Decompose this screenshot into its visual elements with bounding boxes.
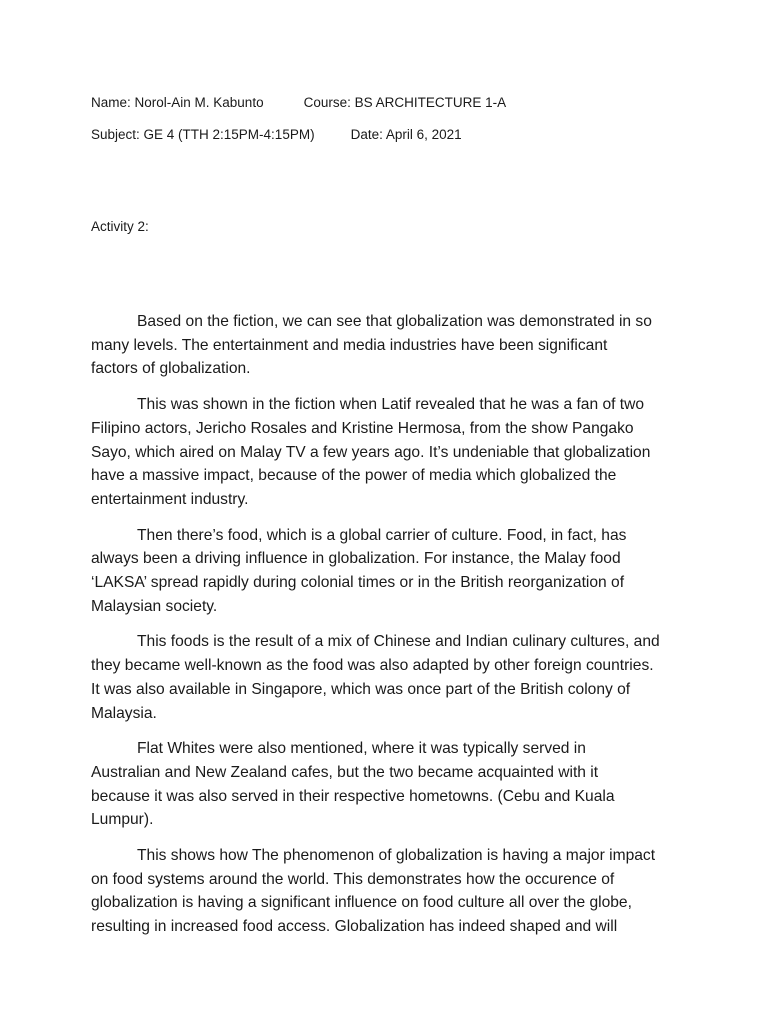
- course: Course: BS ARCHITECTURE 1-A: [303, 95, 507, 110]
- essay-body: [91, 310, 683, 951]
- paragraph: Flat Whites were also mentioned, where it was typically served in Australian and New Zealand cafes, but the two became acquainted with it because it was also served in their respective hometowns. (Cebu and Kuala Lumpur).: [91, 740, 615, 829]
- paragraph: This was shown in the fiction when Latif revealed that he was a fan of two Filipino actors, Jericho Rosales and Kristine Hermosa, from the show Pangako Sayo, which aired on Malay TV a few years ago. It’s undeniable that globalization have a massive impact, because of the power of media which globalized the entertainment industry.: [91, 396, 651, 508]
- paragraph: This shows how The phenomenon of globalization is having a major impact on food systems around the world. This demonstrates how the occurence of globalization is having a significant influence on food culture all over the globe, resulting in increased food access. Globalization has indeed shaped and will: [91, 847, 656, 936]
- activity-label: Activity 2:: [91, 219, 149, 234]
- header-name-course: [91, 94, 506, 112]
- header-subject-date: [91, 126, 462, 144]
- subject: Subject: GE 4 (TTH 2:15PM-4:15PM): [91, 127, 315, 142]
- student-name: Name: Norol-Ain M. Kabunto: [91, 95, 264, 110]
- date: Date: April 6, 2021: [350, 127, 462, 142]
- paragraph: Then there’s food, which is a global carrier of culture. Food, in fact, has always been a driving influence in globalization. For instance, the Malay food ‘LAKSA’ spread rapidly during colonial times or in the British reorganization of Malaysian society.: [91, 526, 627, 615]
- paragraph: This foods is the result of a mix of Chinese and Indian culinary cultures, and they became well-known as the food was also adapted by other foreign countries. It was also available in Singapore, which was once part of the British colony of Malaysia.: [91, 633, 660, 722]
- paragraph: Based on the fiction, we can see that globalization was demonstrated in so many levels. The entertainment and media industries have been significant factors of globalization.: [91, 313, 652, 378]
